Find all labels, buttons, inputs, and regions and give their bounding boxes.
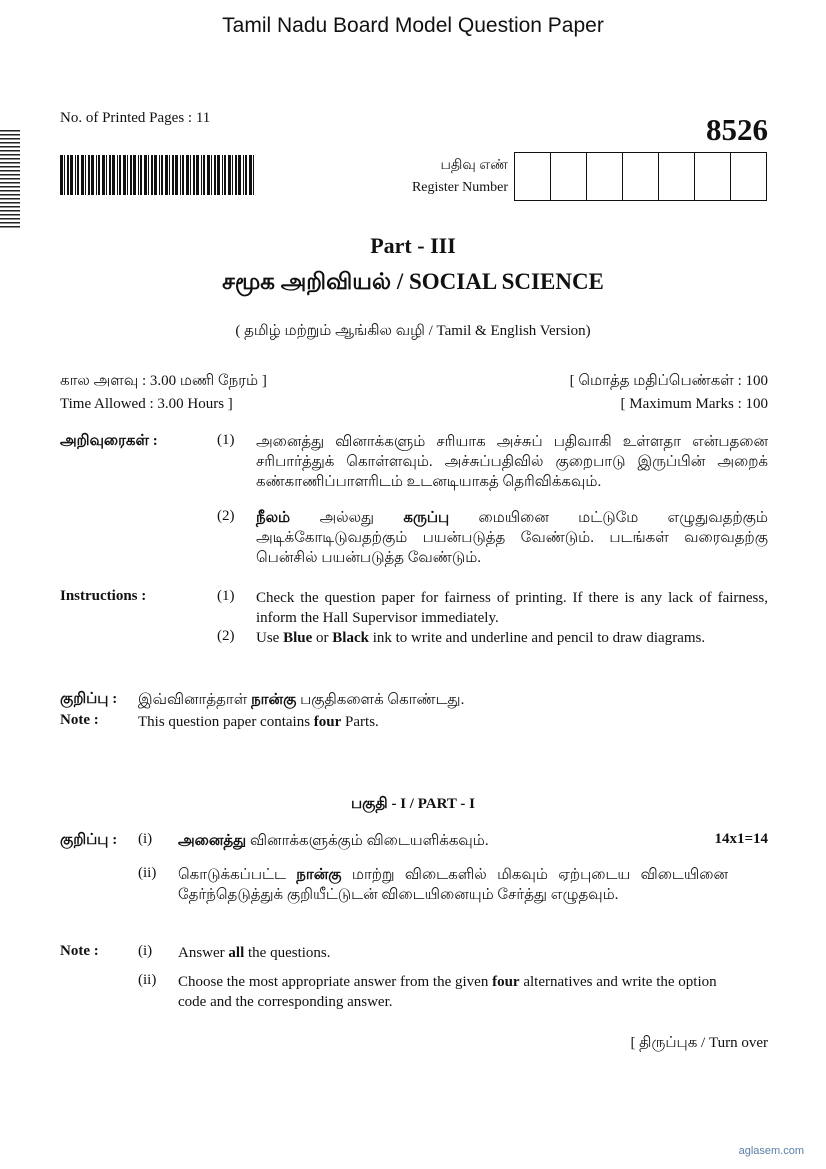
part1-en-2-rest: alternatives and write the option code and the corresponding answer. — [178, 974, 717, 1010]
note-ta-label: குறிப்பு : — [60, 691, 118, 707]
note-ta-b: பகுதிகளைக் கொண்டது. — [296, 692, 465, 708]
instruction-en-2-a: Use — [256, 630, 284, 646]
register-digit-box[interactable] — [515, 153, 551, 200]
instruction-en-1: Check the question paper for fairness of printing. If there is any lack of fairness, inform the Hall Supervisor immediately. — [256, 590, 768, 626]
part1-note-ta-label: குறிப்பு : — [60, 832, 118, 848]
ink-black-ta: கருப்பு — [403, 510, 450, 526]
time-allowed-ta: கால அளவு : 3.00 மணி நேரம் ] — [60, 373, 267, 389]
instruction-ta-number-2: (2) — [217, 508, 235, 524]
instruction-ta-2-rest: மையினை மட்டுமே எழுதுவதற்கும் அடிக்கோடிடுவதற்கும் பயன்படுத்த வேண்டும். படங்கள் வரைவதற்கு பென்சில் பயன்படுத்த வேண்டும். — [256, 510, 768, 566]
instructions-en-label: Instructions : — [60, 588, 147, 604]
version-line: ( தமிழ் மற்றும் ஆங்கில வழி / Tamil & English Version) — [235, 323, 591, 339]
part1-en-1-bold: all — [228, 945, 245, 961]
instruction-en-number-1: (1) — [217, 588, 235, 604]
part1-ta-2-bold: நான்கு — [296, 867, 342, 883]
part1-en-1-rest: the questions. — [244, 945, 331, 961]
part1-ta-2 — [178, 865, 728, 905]
register-digit-box[interactable] — [731, 153, 766, 200]
note-ta-text — [138, 690, 464, 710]
part1-ta-number-2: (ii) — [138, 865, 157, 881]
register-digit-box[interactable] — [587, 153, 623, 200]
note-en-text — [138, 712, 379, 732]
max-marks-ta: [ மொத்த மதிப்பெண்கள் : 100 — [569, 373, 768, 389]
paper-code: 8526 — [706, 112, 768, 147]
part-title: Part - III — [370, 233, 456, 258]
register-digit-box[interactable] — [623, 153, 659, 200]
part1-ta-number-1: (i) — [138, 831, 153, 847]
instruction-ta-2 — [256, 508, 768, 568]
note-en-label: Note : — [60, 712, 99, 728]
part1-ta-1-rest: வினாக்களுக்கும் விடையளிக்கவும். — [246, 833, 489, 849]
barcode-image — [60, 155, 258, 195]
section-score: 14x1=14 — [714, 831, 768, 847]
part1-en-number-2: (ii) — [138, 972, 157, 988]
part1-en-1 — [178, 943, 331, 963]
register-digit-box[interactable] — [551, 153, 587, 200]
section-heading: பகுதி - I / PART - I — [351, 796, 475, 812]
instruction-en-2 — [256, 628, 768, 648]
note-ta-bold: நான்கு — [251, 692, 297, 708]
note-en-b: Parts. — [341, 714, 379, 730]
part1-ta-2-a: கொடுக்கப்பட்ட — [178, 867, 297, 883]
register-label-ta: பதிவு எண் — [440, 158, 508, 173]
note-ta-a: இவ்வினாத்தாள் — [138, 692, 252, 708]
page-header-title: Tamil Nadu Board Model Question Paper — [222, 14, 604, 37]
part1-en-1-a: Answer — [178, 945, 229, 961]
instruction-en-2-rest: ink to write and underline and pencil to draw diagrams. — [368, 630, 706, 646]
register-number-boxes — [514, 152, 767, 201]
edge-marks — [0, 128, 20, 228]
part1-en-2-bold: four — [492, 974, 520, 990]
turn-over: [ திருப்புக / Turn over — [630, 1035, 768, 1051]
ink-black-en: Black — [332, 630, 369, 646]
note-en-bold: four — [313, 714, 342, 730]
register-digit-box[interactable] — [695, 153, 731, 200]
instructions-ta-label: அறிவுரைகள் : — [60, 433, 158, 449]
time-allowed-en: Time Allowed : 3.00 Hours ] — [60, 396, 233, 412]
part1-en-2-a: Choose the most appropriate answer from the given — [178, 974, 493, 990]
ink-blue-ta: நீலம் — [256, 510, 291, 526]
instruction-en-number-2: (2) — [217, 628, 235, 644]
note-en-a: This question paper contains — [138, 714, 314, 730]
part1-en-number-1: (i) — [138, 943, 153, 959]
register-label-en: Register Number — [411, 180, 508, 195]
part1-ta-1-bold: அனைத்து — [178, 833, 247, 849]
instruction-ta-2-mid: அல்லது — [290, 510, 404, 526]
register-digit-box[interactable] — [659, 153, 695, 200]
part1-ta-1 — [178, 831, 489, 851]
part1-note-en-label: Note : — [60, 943, 99, 959]
instruction-en-2-mid: or — [312, 630, 333, 646]
part1-ta-2-rest: மாற்று விடைகளில் மிகவும் ஏற்புடைய விடையினை தேர்ந்தெடுத்துக் குறியீட்டுடன் விடையினையும் சேர்த்து எழுதவும். — [178, 867, 728, 903]
subject-title: சமூக அறிவியல் / SOCIAL SCIENCE — [222, 269, 604, 294]
register-number-label — [388, 155, 508, 199]
watermark: aglasem.com — [738, 1145, 804, 1157]
max-marks-en: [ Maximum Marks : 100 — [620, 396, 768, 412]
printed-pages: No. of Printed Pages : 11 — [60, 110, 211, 126]
ink-blue-en: Blue — [283, 630, 313, 646]
instruction-ta-number-1: (1) — [217, 432, 235, 448]
instruction-ta-1: அனைத்து வினாக்களும் சரியாக அச்சுப் பதிவாகி உள்ளதா என்பதனை சரிபார்த்துக் கொள்ளவும். அச்சுப்பதிவில் குறைபாடு இருப்பின் அறைக் கண்காணிப்பாளரிடம் உடனடியாகத் தெரிவிக்கவும். — [256, 434, 768, 490]
part1-en-2 — [178, 972, 730, 1012]
